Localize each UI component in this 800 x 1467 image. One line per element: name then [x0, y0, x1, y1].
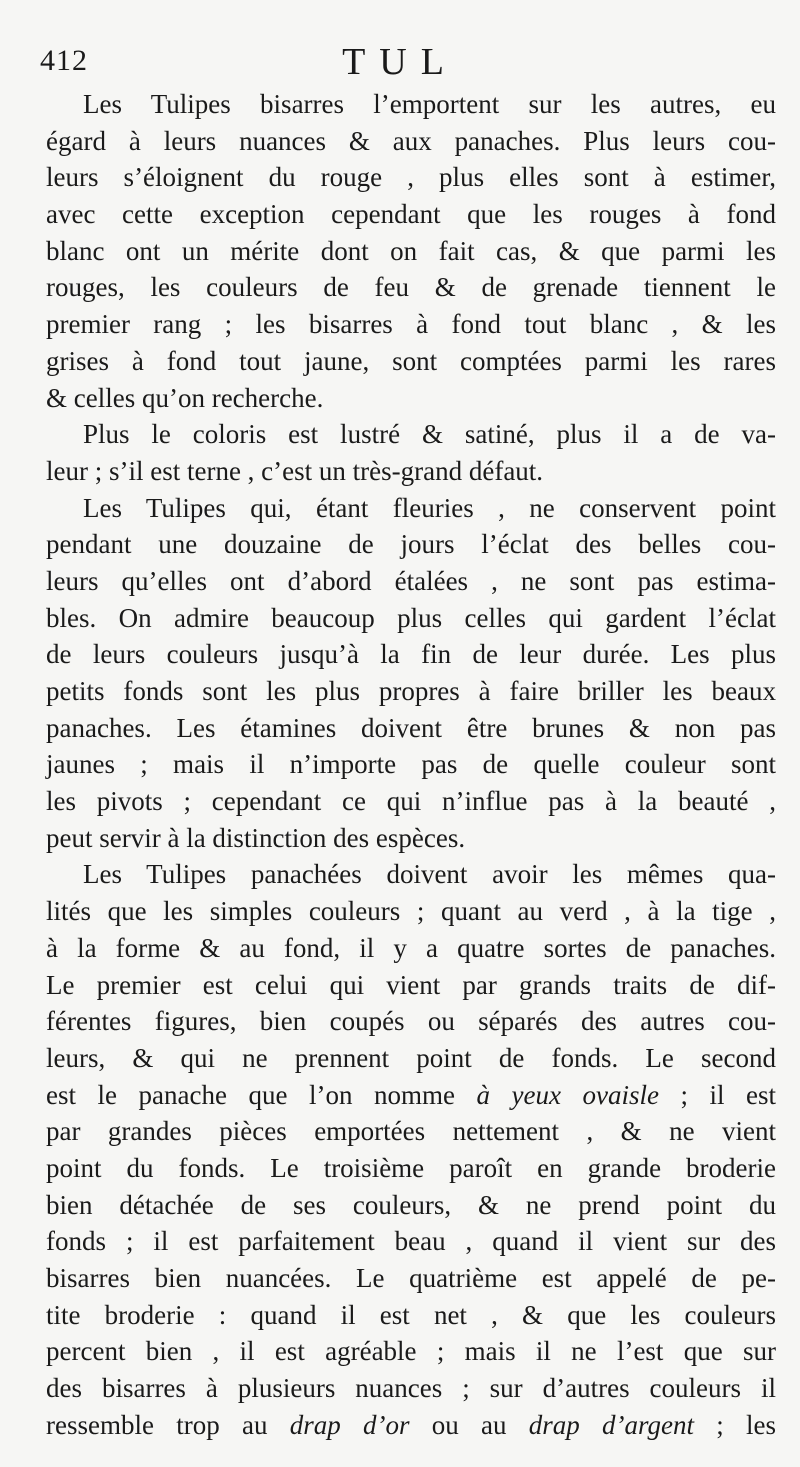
text-line: percent bien , il est agréable ; mais il ne l’est que sur — [46, 1336, 776, 1367]
text-line: petits fonds sont les plus propres à faire briller les beaux — [46, 676, 776, 706]
text-line: Les Tulipes qui, étant fleuries , ne conservent point — [83, 492, 776, 523]
italic-term: à yeux ovaisle — [476, 1079, 659, 1110]
text-line: premier rang ; les bisarres à fond tout blanc , & les — [46, 309, 776, 340]
text-run: est le panache que l’on nomme — [46, 1079, 477, 1110]
text-run: ressemble trop au — [46, 1409, 290, 1440]
page-header — [40, 38, 760, 88]
text-line: fonds ; il est parfaitement beau , quand il vient sur des — [46, 1226, 776, 1257]
text-line: les pivots ; cependant ce qui n’influe pas à la beauté , — [46, 786, 776, 817]
text-line: Les Tulipes bisarres l’emportent sur les autres, eu — [83, 89, 776, 119]
text-line: égard à leurs nuances & aux panaches. Plus leurs cou- — [46, 125, 776, 156]
text-line: point du fonds. Le troisième paroît en grande broderie — [46, 1152, 776, 1183]
text-line: rouges, les couleurs de feu & de grenade tiennent le — [46, 272, 776, 303]
text-line: leurs, & qui ne prennent point de fonds. Le second — [46, 1042, 776, 1073]
text-run: ; les — [694, 1409, 777, 1440]
text-line: & celles qu’on recherche. — [46, 382, 324, 413]
text-line: peut servir à la distinction des espèces. — [46, 822, 466, 853]
text-line: leur ; s’il est terne , c’est un très-grand défaut. — [46, 455, 544, 486]
running-head: TUL — [342, 41, 458, 83]
text-line: férentes figures, bien coupés ou séparés des autres cou- — [46, 1006, 776, 1037]
text-run: ou au — [409, 1409, 529, 1440]
text-line: lités que les simples couleurs ; quant au verd , à la tige , — [46, 896, 776, 927]
text-line: à la forme & au fond, il y a quatre sortes de panaches. — [46, 932, 776, 963]
text-line: jaunes ; mais il n’importe pas de quelle couleur sont — [46, 749, 776, 780]
text-line: avec cette exception cependant que les rouges à fond — [46, 199, 776, 230]
italic-term: drap d’argent — [528, 1409, 694, 1440]
text-run: ; il est — [658, 1079, 776, 1110]
paragraph-4 — [46, 856, 776, 1443]
text-line: de leurs couleurs jusqu’à la fin de leur durée. Les plus — [46, 639, 776, 670]
italic-term: drap d’or — [289, 1409, 410, 1440]
page-body — [46, 86, 776, 1443]
text-line-with-italic — [46, 1077, 776, 1114]
text-line: bien détachée de ses couleurs, & ne prend point du — [46, 1189, 776, 1220]
text-line: leurs s’éloignent du rouge , plus elles sont à estimer, — [46, 162, 776, 193]
text-line: Le premier est celui qui vient par grands traits de dif- — [46, 969, 776, 1000]
text-line: bles. On admire beaucoup plus celles qui gardent l’éclat — [46, 602, 776, 633]
text-line: grises à fond tout jaune, sont comptées parmi les rares — [46, 345, 776, 376]
text-line: leurs qu’elles ont d’abord étalées , ne sont pas estima- — [46, 565, 776, 596]
paragraph-1 — [46, 86, 776, 416]
text-line: panaches. Les étamines doivent être brunes & non pas — [46, 712, 776, 743]
text-line: tite broderie : quand il est net , & que les couleurs — [46, 1299, 776, 1330]
text-line: blanc ont un mérite dont on fait cas, & que parmi les — [46, 235, 776, 266]
paragraph-3 — [46, 490, 776, 857]
text-line: des bisarres à plusieurs nuances ; sur d’autres couleurs il — [46, 1373, 776, 1404]
paragraph-2 — [46, 416, 776, 489]
page-number: 412 — [40, 44, 88, 77]
text-line-with-italic — [46, 1407, 776, 1444]
text-line: par grandes pièces emportées nettement , & ne vient — [46, 1116, 776, 1147]
text-line: pendant une douzaine de jours l’éclat des belles cou- — [46, 529, 776, 560]
text-line: bisarres bien nuancées. Le quatrième est appelé de pe- — [46, 1263, 776, 1293]
text-line: Les Tulipes panachées doivent avoir les mêmes qua- — [83, 859, 776, 890]
text-line: Plus le coloris est lustré & satiné, plus il a de va- — [83, 419, 776, 450]
